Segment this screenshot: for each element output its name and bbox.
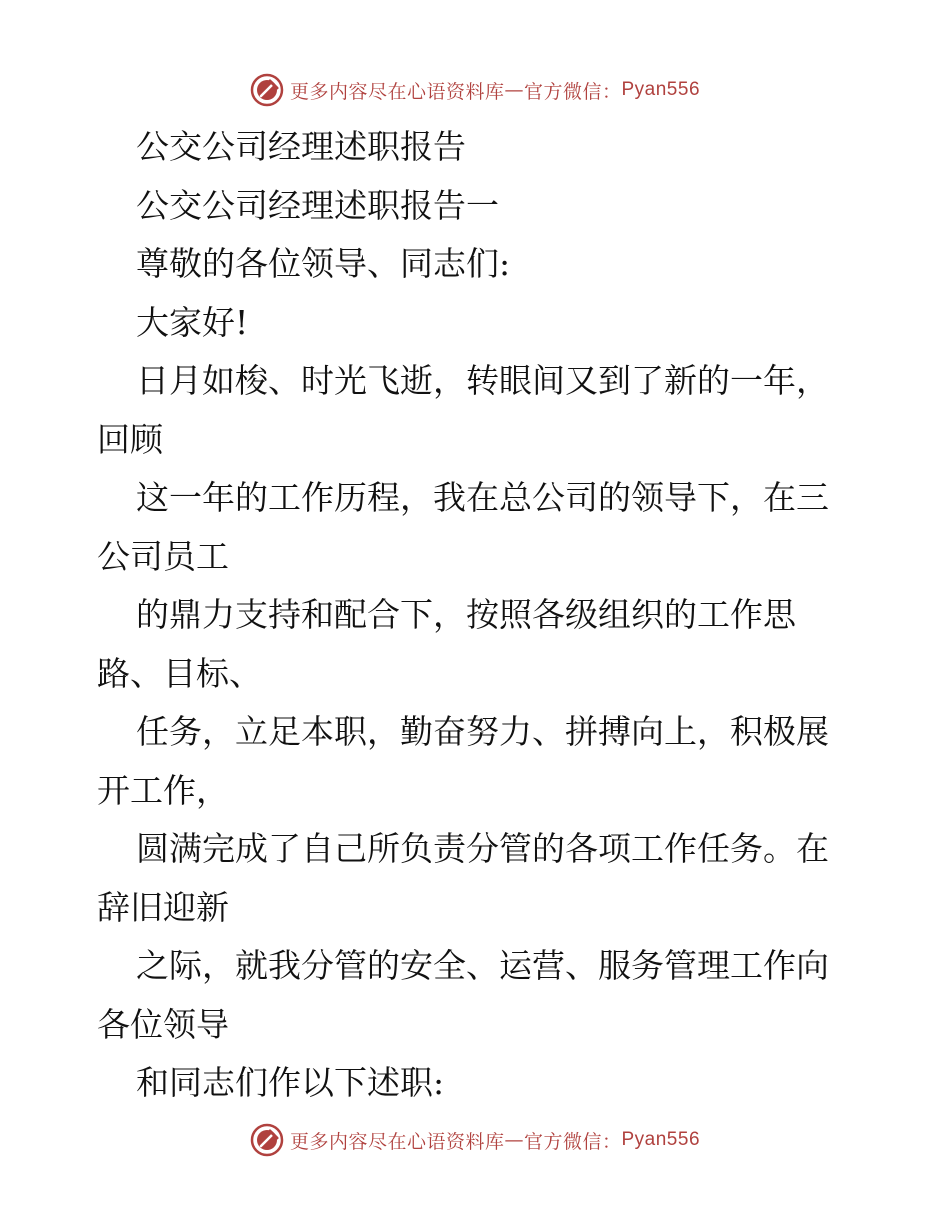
seal-logo-icon xyxy=(250,1123,284,1157)
watermark-wechat-label: 官方微信： xyxy=(523,1130,622,1153)
watermark-main-text: 更多内容尽在心语资料库 xyxy=(289,1130,505,1153)
text-line: 各位领导 xyxy=(97,1004,229,1044)
text-line: 和同志们作以下述职: xyxy=(136,1063,445,1102)
document-body xyxy=(97,118,857,1113)
text-line: 的鼎力支持和配合下，按照各级组织的工作思 xyxy=(136,595,796,634)
text-line: 之际，就我分管的安全、运营、服务管理工作向 xyxy=(136,946,829,985)
watermark-wechat-label: 官方微信： xyxy=(523,80,622,103)
watermark-dash: — xyxy=(504,79,524,101)
watermark-main-text: 更多内容尽在心语资料库 xyxy=(289,80,505,103)
watermark-dash: — xyxy=(504,1129,524,1151)
text-line: 任务，立足本职，勤奋努力、拼搏向上，积极展 xyxy=(136,712,829,751)
seal-logo-icon xyxy=(250,73,284,107)
text-line: 这一年的工作历程，我在总公司的领导下，在三 xyxy=(136,478,829,517)
text-line: 公交公司经理述职报告一 xyxy=(136,185,499,225)
watermark-wechat-id: Pyan556 xyxy=(621,79,701,100)
text-line: 开工作， xyxy=(97,770,229,810)
text-line: 路、目标、 xyxy=(97,653,262,693)
text-line: 大家好! xyxy=(136,302,249,342)
text-line: 尊敬的各位领导、同志们: xyxy=(136,244,511,283)
watermark-banner-bottom xyxy=(0,1120,950,1160)
text-line: 日月如梭、时光飞逝，转眼间又到了新的一年， xyxy=(136,361,829,400)
text-line: 公交公司经理述职报告 xyxy=(136,127,466,166)
text-line: 公司员工 xyxy=(97,536,229,576)
text-line: 圆满完成了自己所负责分管的各项工作任务。在 xyxy=(136,829,829,868)
watermark-banner-top xyxy=(0,70,950,110)
watermark-wechat-id: Pyan556 xyxy=(621,1129,701,1150)
text-line: 回顾 xyxy=(97,419,163,459)
text-line: 辞旧迎新 xyxy=(97,887,229,927)
